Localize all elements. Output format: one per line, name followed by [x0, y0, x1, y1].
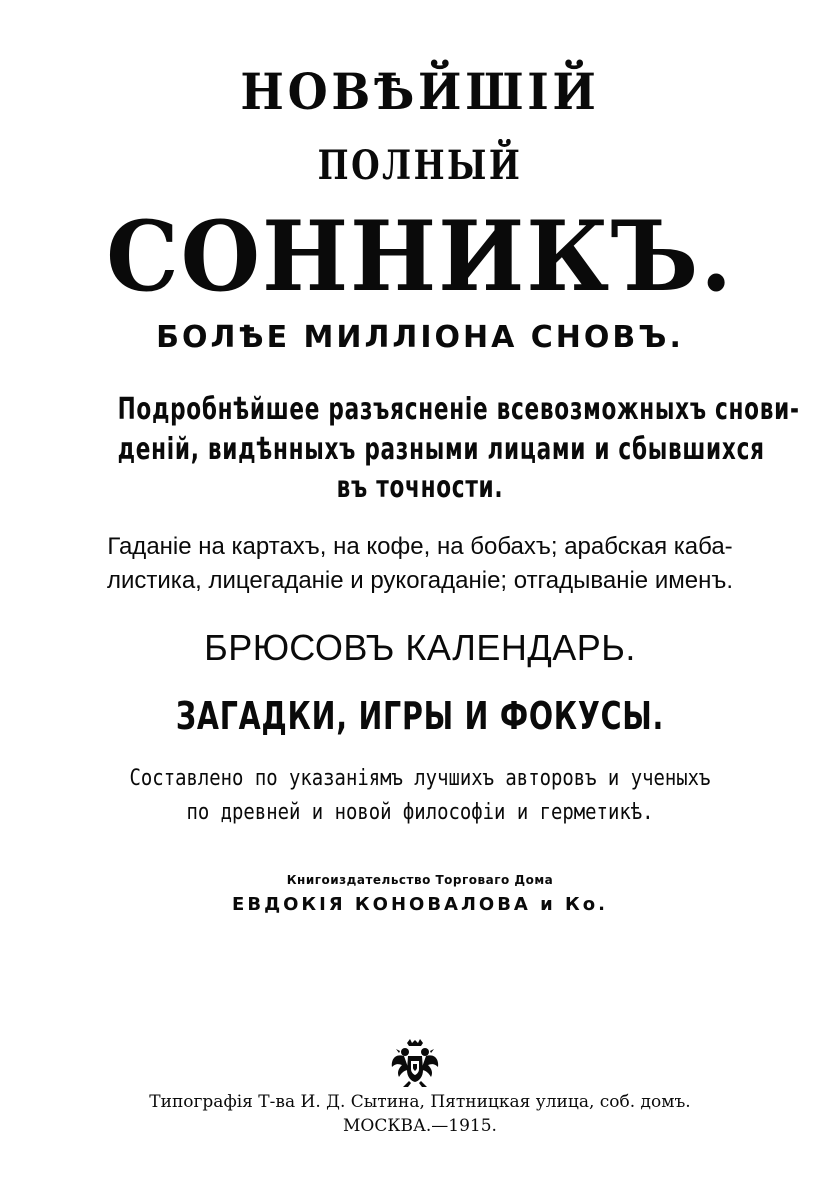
calendar-heading: БРЮСОВЪ КАЛЕНДАРЬ.	[204, 627, 636, 668]
compiled-line-1: Составлено по указаніямъ лучшихъ авторовъ и ученыхъ	[129, 766, 711, 791]
title-line-newest: НОВѢЙШІЙ	[240, 62, 600, 121]
subtitle: БОЛѢЕ МИЛЛІОНА СНОВЪ.	[156, 320, 684, 355]
riddles-heading: ЗАГАДКИ, ИГРЫ И ФОКУСЫ.	[175, 694, 665, 738]
printer-line: Типографія Т-ва И. Д. Сытина, Пятницкая улица, соб. домъ.	[149, 1092, 691, 1112]
description-line-2: деній, видѣнныхъ разными лицами и сбывшихся	[117, 432, 765, 467]
main-title: СОННИКЪ.	[106, 200, 734, 313]
description-line-3: въ точности.	[336, 470, 504, 505]
compiled-line-2: по древней и новой философіи и герметикѣ.	[186, 800, 654, 825]
divination-line-2: листика, лицегаданіе и рукогаданіе; отгадываніе именъ.	[107, 567, 733, 594]
title-line-complete: ПОЛНЫЙ	[317, 142, 523, 189]
divination-line-1: Гаданіе на картахъ, на кофе, на бобахъ; арабская каба-	[107, 533, 733, 560]
publisher-name: ЕВДОКІЯ КОНОВАЛОВА и Ко.	[232, 894, 608, 915]
publisher-label: Книгоиздательство Торговаго Дома	[286, 873, 554, 887]
double-headed-eagle-icon	[390, 1037, 440, 1089]
city-year: МОСКВА.—1915.	[343, 1116, 497, 1136]
description-line-1: Подробнѣйшее разъясненіе всевозможныхъ снови-	[117, 392, 800, 427]
